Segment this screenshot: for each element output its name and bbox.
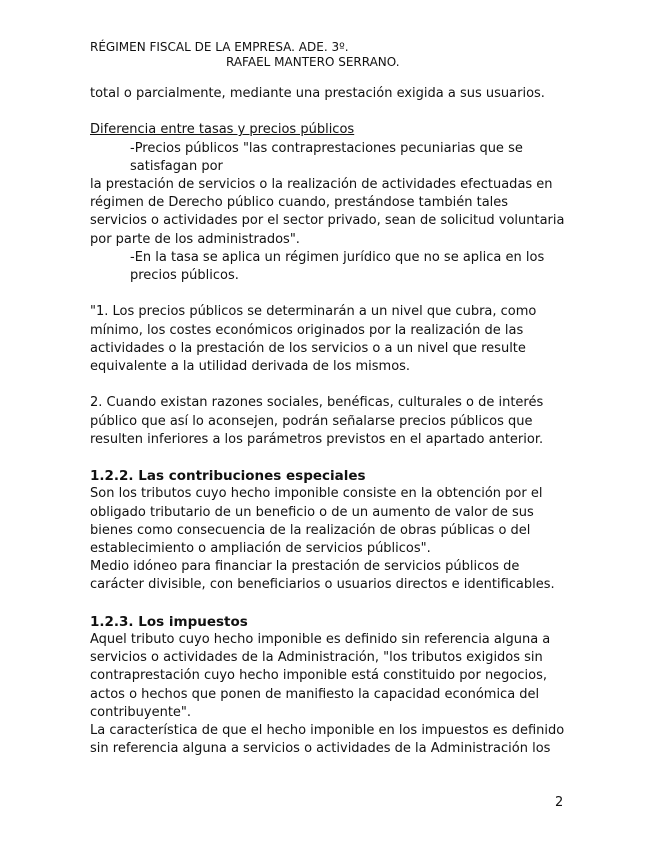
document-body [90,85,565,758]
paragraph-impuestos-1: Aquel tributo cuyo hecho imponible es definido sin referencia alguna a servicios o actividades de la Administración, "los tributos exigidos sin contraprestación cuyo hecho imponible está constituido por negocios, actos o hechos que ponen de manifiesto la capacidad económica del contribuyente". [90,632,551,720]
paragraph-intro: total o parcialmente, mediante una prestación exigida a sus usuarios. [90,86,545,101]
paragraph-precios-publicos-a: -Precios públicos "las contraprestaciones pecuniarias que se satisfagan por [130,140,523,174]
heading-contribuciones-especiales: 1.2.2. Las contribuciones especiales [90,468,366,485]
section-title-diferencia: Diferencia entre tasas y precios públicos [90,122,355,138]
paragraph-precios-publicos-b: la prestación de servicios o la realización de actividades efectuadas en régimen de Derecho público cuando, prestándose también tales servicios o actividades por el sector privado, sean de solicitud voluntaria por parte de los administrados". [90,177,565,247]
header-title: RÉGIMEN FISCAL DE LA EMPRESA. ADE. 3º. [90,40,349,54]
page-number: 2 [555,795,564,810]
paragraph-contribuciones-2: Medio idóneo para financiar la prestación de servicios públicos de carácter divisible, con beneficiarios o usuarios directos e identificables. [90,559,555,593]
header-author: RAFAEL MANTERO SERRANO. [226,55,400,69]
paragraph-tasa: -En la tasa se aplica un régimen jurídico que no se aplica en los precios públicos. [130,249,545,284]
heading-impuestos: 1.2.3. Los impuestos [90,613,248,630]
paragraph-quote-2: 2. Cuando existan razones sociales, benéficas, culturales o de interés público que así lo aconsejen, podrán señalarse precios públicos que resulten inferiores a los parámetros previstos en el apartado anterior. [90,395,544,447]
paragraph-impuestos-2: La característica de que el hecho imponible en los impuestos es definido sin referencia alguna a servicios o actividades de la Administración los [90,723,565,757]
paragraph-contribuciones-1: Son los tributos cuyo hecho imponible consiste en la obtención por el obligado tributario de un beneficio o de un aumento de valor de sus bienes como consecuencia de la realización de obras públicas o del establecimiento o ampliación de servicios públicos". [90,486,543,557]
paragraph-quote-1: "1. Los precios públicos se determinarán a un nivel que cubra, como mínimo, los costes económicos originados por la realización de las actividades o la prestación de los servicios o a un nivel que resulte equivalente a la utilidad derivada de los mismos. [90,304,537,375]
